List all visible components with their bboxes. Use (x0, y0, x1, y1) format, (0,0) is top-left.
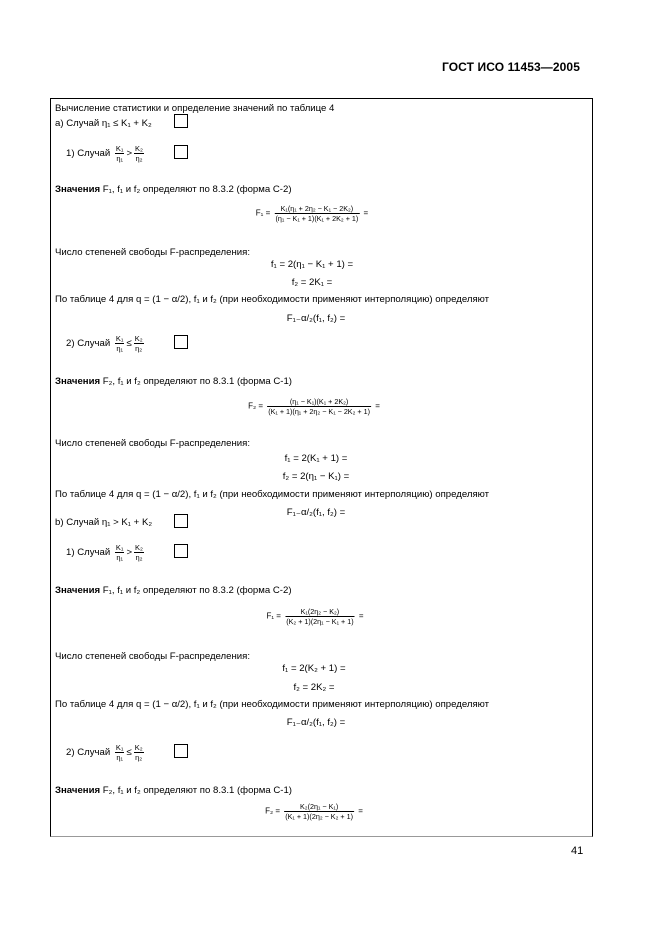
frac-den: η₁ (116, 344, 124, 353)
eq-fraction (275, 204, 360, 223)
values-b1-rest: F₁, f₁ и f₂ определяют по 8.3.2 (форма С-2) (102, 585, 292, 596)
F-quantile-a1: F₁₋α/₂(f₁, f₂) = (286, 313, 346, 324)
frac-num: K₂ (135, 543, 143, 552)
eq-fraction (284, 802, 354, 821)
table-a1-text: По таблице 4 для q = (1 − α/2), f₁ и f₂ (при необходимости применяют интерполяцию) определяют (55, 294, 490, 305)
f2-b1: f₂ = 2K₂ = (293, 682, 335, 693)
values-a1-line (55, 184, 292, 195)
eq-rhs: = (358, 611, 364, 621)
frac-num: K₁ (115, 334, 124, 343)
table-a2-text: По таблице 4 для q = (1 − α/2), f₁ и f₂ (при необходимости применяют интерполяцию) определяют (55, 489, 490, 500)
case-b2-fraction-right (134, 743, 144, 762)
eq-fraction (285, 607, 354, 626)
case-a1-label: 1) Случай (66, 148, 111, 160)
case-a1-checkbox[interactable] (174, 145, 188, 159)
values-b1-line (55, 585, 292, 596)
eq-lhs: F₂ = (248, 401, 263, 411)
case-b1-fraction-left (115, 543, 125, 562)
case-b1-fraction-right (134, 543, 144, 562)
frac-den: η₁ (116, 753, 124, 762)
eq-lhs: F₂ = (265, 806, 281, 816)
case-b-checkbox[interactable] (174, 514, 188, 528)
values-a2-line (55, 376, 292, 387)
values-a1-rest: F₁, f₁ и f₂ определяют по 8.3.2 (форма С-2) (102, 184, 292, 195)
case-b2-condition (66, 743, 146, 762)
case-a2-fraction-left (115, 334, 125, 353)
dof-a2: Число степеней свободы F-распределения: (55, 438, 251, 449)
f2-a1: f₂ = 2K₁ = (291, 277, 333, 288)
eq-denominator: (K₁ + 1)(2η₂ − K₂ + 1) (285, 812, 353, 821)
frac-num: K₂ (135, 144, 143, 153)
eq-rhs: = (358, 806, 363, 816)
values-a1-word: Значения (55, 184, 101, 195)
case-b2-label: 2) Случай (66, 747, 111, 759)
eq-rhs: = (363, 208, 369, 218)
f2-a2: f₂ = 2(η₁ − K₁) = (282, 471, 350, 482)
frac-num: K₁ (115, 144, 124, 153)
case-a2-fraction-right (134, 334, 144, 353)
case-a1-relation: > (126, 148, 133, 160)
eq-denominator: (K₁ + 1)(η₁ + 2η₂ − K₁ − 2K₂ + 1) (268, 407, 370, 416)
equation-b2 (265, 802, 363, 821)
case-a-heading: а) Случай η₁ ≤ K₁ + K₂ (55, 118, 152, 129)
eq-numerator: (η₁ − K₁)(K₁ + 2K₂) (267, 397, 371, 407)
eq-numerator: K₁(η₁ + 2η₂ − K₁ − 2K₂) (275, 204, 360, 214)
values-b2-word: Значения (55, 785, 101, 796)
eq-fraction (267, 397, 371, 416)
f1-b1: f₁ = 2(K₂ + 1) = (282, 663, 346, 674)
case-a1-fraction-left (115, 144, 125, 163)
dof-a1: Число степеней свободы F-распределения: (55, 247, 251, 258)
case-b2-relation: ≤ (126, 747, 132, 759)
eq-numerator: K₁(2η₂ − K₂) (285, 607, 354, 617)
frac-den: η₂ (135, 553, 143, 562)
F-quantile-b1: F₁₋α/₂(f₁, f₂) = (286, 717, 346, 728)
frac-den: η₁ (116, 553, 124, 562)
case-a2-condition (66, 334, 146, 353)
case-b-heading: b) Случай η₁ > K₁ + K₂ (55, 517, 153, 528)
frac-num: K₂ (134, 743, 143, 752)
case-a-checkbox[interactable] (174, 114, 188, 128)
values-a2-word: Значения (55, 376, 101, 387)
F-quantile-a2: F₁₋α/₂(f₁, f₂) = (286, 507, 346, 518)
values-b2-rest: F₂, f₁ и f₂ определяют по 8.3.1 (форма С-1) (102, 785, 292, 796)
f1-a2: f₁ = 2(K₁ + 1) = (284, 453, 348, 464)
case-a2-relation: ≤ (126, 338, 132, 350)
eq-denominator: (K₂ + 1)(2η₁ − K₁ + 1) (286, 617, 354, 626)
case-a1-condition (66, 144, 146, 163)
f1-a1: f₁ = 2(η₁ − K₁ + 1) = (270, 259, 354, 270)
frac-num: K₁ (115, 543, 124, 552)
values-a2-rest: F₂, f₁ и f₂ определяют по 8.3.1 (форма С-1) (102, 376, 292, 387)
frac-den: η₂ (135, 154, 143, 163)
values-b1-word: Значения (55, 585, 101, 596)
case-b2-checkbox[interactable] (174, 744, 188, 758)
eq-numerator: K₂(2η₁ − K₁) (284, 802, 354, 812)
table-b1-text: По таблице 4 для q = (1 − α/2), f₁ и f₂ (при необходимости применяют интерполяцию) определяют (55, 699, 490, 710)
eq-lhs: F₁ = (255, 208, 271, 218)
equation-b1 (267, 607, 364, 626)
eq-rhs: = (375, 401, 380, 411)
frac-den: η₁ (116, 154, 124, 163)
dof-b1: Число степеней свободы F-распределения: (55, 651, 251, 662)
case-a1-fraction-right (134, 144, 144, 163)
case-a2-checkbox[interactable] (174, 335, 188, 349)
document-header: ГОСТ ИСО 11453—2005 (442, 60, 580, 74)
frac-num: K₁ (115, 743, 124, 752)
case-b1-relation: > (126, 547, 133, 559)
eq-denominator: (η₁ − K₁ + 1)(K₁ + 2K₂ + 1) (275, 214, 359, 223)
values-b2-line (55, 785, 292, 796)
case-b1-checkbox[interactable] (174, 544, 188, 558)
case-b1-condition (66, 543, 146, 562)
frac-den: η₂ (135, 753, 143, 762)
frac-num: K₂ (134, 334, 143, 343)
case-b2-fraction-left (115, 743, 125, 762)
frac-den: η₂ (135, 344, 143, 353)
intro-text: Вычисление статистики и определение значений по таблице 4 (55, 103, 335, 114)
equation-a1 (256, 204, 368, 223)
eq-lhs: F₁ = (266, 611, 281, 621)
page-number: 41 (571, 845, 584, 857)
case-b1-label: 1) Случай (66, 547, 111, 559)
case-a2-label: 2) Случай (66, 338, 111, 350)
equation-a2 (248, 397, 380, 416)
